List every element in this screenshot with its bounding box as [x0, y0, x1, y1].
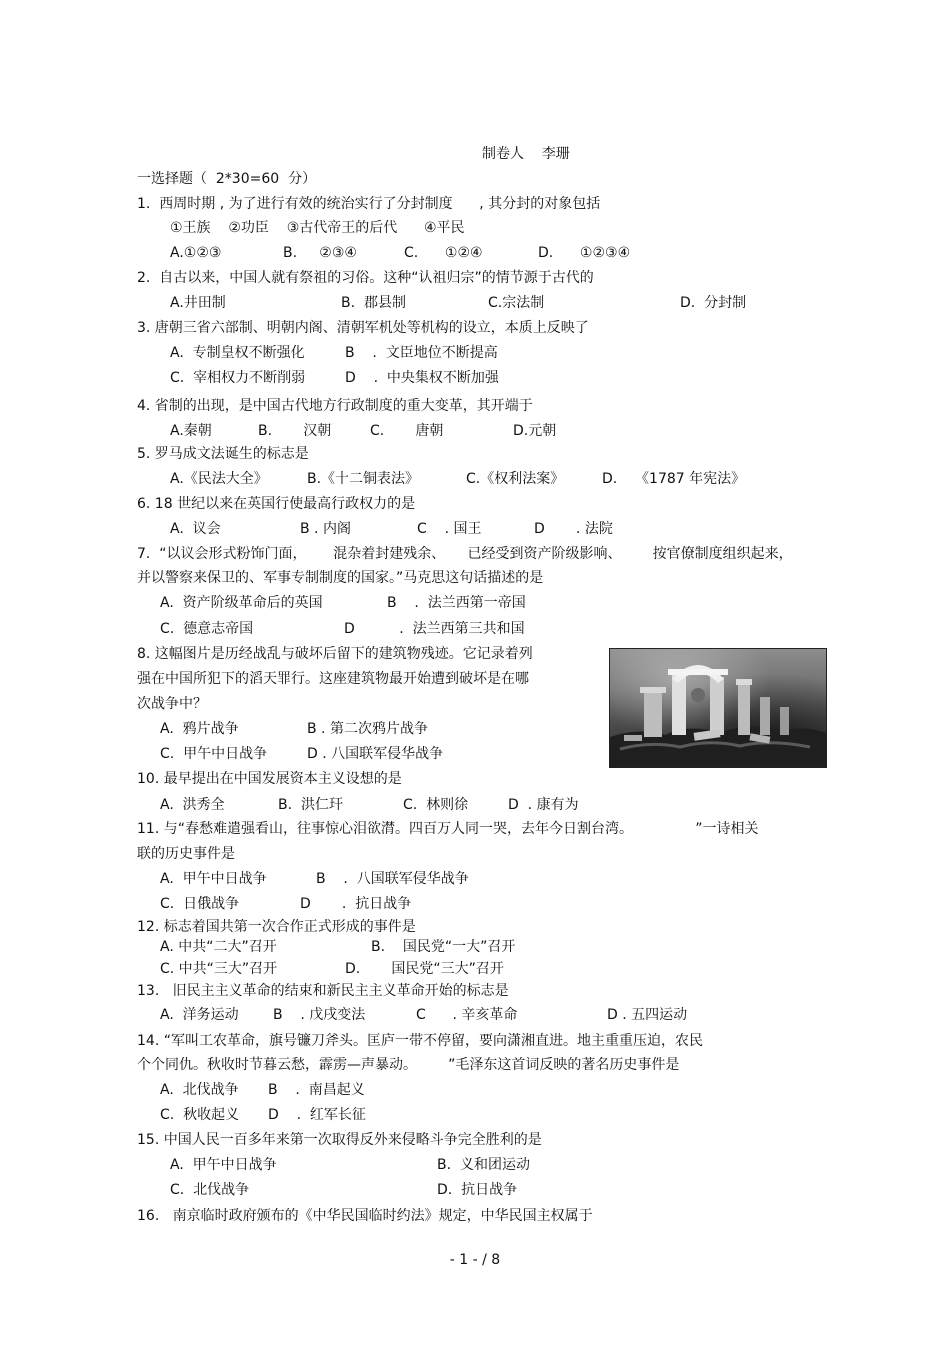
- question-15-option-d: D. 抗日战争: [437, 1182, 518, 1198]
- page-number: - 1 - / 8: [449, 1252, 501, 1268]
- question-13-option-a: A. 洋务运动: [160, 1007, 239, 1023]
- question-5-option-a: A.《民法大全》: [170, 471, 268, 487]
- question-13-stem: 13. 旧民主主义革命的结束和新民主主义革命开始的标志是: [137, 983, 509, 999]
- question-7-option-b: B . 法兰西第一帝国: [387, 595, 526, 611]
- question-14-option-a: A. 北伐战争: [160, 1082, 239, 1098]
- question-14-option-d: D . 红军长征: [268, 1107, 366, 1123]
- question-11-option-b: B . 八国联军侵华战争: [316, 871, 469, 887]
- question-12-option-d: D. 国民党“三大”召开: [345, 961, 504, 977]
- question-12-option-b: B. 国民党“一大”召开: [371, 939, 516, 955]
- question-1-option-b: B. ②③④: [283, 245, 357, 261]
- question-10-option-a: A. 洪秀全: [160, 797, 225, 813]
- question-8-option-d: D . 八国联军侵华战争: [307, 746, 444, 762]
- question-7-option-d: D . 法兰西第三共和国: [344, 621, 525, 637]
- question-4-option-a: A.秦朝: [170, 423, 212, 439]
- question-12-stem: 12. 标志着国共第一次合作正式形成的事件是: [137, 919, 416, 935]
- question-8-option-b: B . 第二次鸦片战争: [307, 721, 428, 737]
- question-6-option-a: A. 议会: [170, 521, 221, 537]
- question-11-option-c: C. 日俄战争: [160, 896, 240, 912]
- question-2-stem: 2. 自古以来，中国人就有祭祖的习俗。这种“认祖归宗”的情节源于古代的: [137, 270, 594, 286]
- question-13-option-b: B . 戊戌变法: [273, 1007, 366, 1023]
- question-15-stem: 15. 中国人民一百多年来第一次取得反外来侵略斗争完全胜利的是: [137, 1132, 542, 1148]
- question-7-line-2: 并以警察来保卫的、军事专制制度的国家。”马克思这句话描述的是: [137, 570, 544, 586]
- question-2-option-a: A.井田制: [170, 295, 226, 311]
- question-2-option-b: B. 郡县制: [341, 295, 406, 311]
- question-6-option-d: D . 法院: [534, 521, 613, 537]
- question-10-option-c: C. 林则徐: [403, 797, 469, 813]
- question-8-option-c: C. 甲午中日战争: [160, 746, 268, 762]
- question-6-option-b: B . 内阁: [300, 521, 351, 537]
- question-5-option-d: D. 《1787 年宪法》: [602, 471, 746, 487]
- question-3-option-c: C. 宰相权力不断削弱: [170, 370, 306, 386]
- question-7-option-c: C. 德意志帝国: [160, 621, 254, 637]
- question-4-option-d: D.元朝: [513, 423, 557, 439]
- question-5-option-c: C.《权利法案》: [466, 471, 565, 487]
- question-6-stem: 6. 18 世纪以来在英国行使最高行政权力的是: [137, 496, 416, 512]
- question-14-option-b: B . 南昌起义: [268, 1082, 365, 1098]
- question-4-option-b: B. 汉朝: [258, 423, 332, 439]
- question-5-stem: 5. 罗马成文法诞生的标志是: [137, 446, 309, 462]
- question-11-option-d: D . 抗日战争: [300, 896, 412, 912]
- question-6-option-c: C . 国王: [417, 521, 482, 537]
- question-1-option-c: C. ①②④: [404, 245, 483, 261]
- question-7-option-a: A. 资产阶级革命后的英国: [160, 595, 323, 611]
- question-11-option-a: A. 甲午中日战争: [160, 871, 267, 887]
- question-14-option-c: C. 秋收起义: [160, 1107, 240, 1123]
- question-2-option-d: D. 分封制: [680, 295, 747, 311]
- question-15-option-b: B. 义和团运动: [437, 1157, 530, 1173]
- question-15-option-a: A. 甲午中日战争: [170, 1157, 277, 1173]
- question-1-stem: 1. 西周时期 , 为了进行有效的统治实行了分封制度 , 其分封的对象包括: [137, 196, 601, 212]
- question-10-stem: 10. 最早提出在中国发展资本主义设想的是: [137, 771, 402, 787]
- question-12-option-a: A. 中共“二大”召开: [160, 939, 277, 955]
- question-12-option-c: C. 中共“三大”召开: [160, 961, 278, 977]
- question-13-option-c: C . 辛亥革命: [416, 1007, 518, 1023]
- question-10-option-d: D . 康有为: [508, 797, 579, 813]
- question-14-line-2: 个个同仇。秋收时节暮云愁，霹雳—声暴动。 ”毛泽东这首词反映的著名历史事件是: [137, 1057, 680, 1073]
- question-1-option-a: A.①②③: [170, 245, 222, 261]
- question-1-option-d: D. ①②③④: [538, 245, 631, 261]
- question-3-option-b: B . 文臣地位不断提高: [345, 345, 498, 361]
- section-title: 一选择题（ 2*30=60 分）: [137, 171, 317, 187]
- question-2-option-c: C.宗法制: [488, 295, 545, 311]
- question-8-line-3: 次战争中？: [137, 696, 207, 712]
- question-5-option-b: B.《十二铜表法》: [307, 471, 420, 487]
- question-10-option-b: B. 洪仁玕: [278, 797, 343, 813]
- question-11-line-1: 11. 与“春愁难遣强看山，往事惊心泪欲潸。四百万人同一哭，去年今日割台湾。 ”一诗相关: [137, 821, 759, 837]
- question-13-option-d: D . 五四运动: [607, 1007, 688, 1023]
- question-8-line-2: 强在中国所犯下的滔天罪行。这座建筑物最开始遭到破坏是在哪: [137, 671, 529, 687]
- question-11-line-2: 联的历史事件是: [137, 846, 235, 862]
- question-3-option-a: A. 专制皇权不断强化: [170, 345, 305, 361]
- ruins-illustration: [610, 649, 826, 767]
- question-4-stem: 4. 省制的出现，是中国古代地方行政制度的重大变革，其开端于: [137, 398, 533, 414]
- question-3-option-d: D . 中央集权不断加强: [345, 370, 499, 386]
- author-line: 制卷人 李珊: [482, 146, 570, 162]
- question-8-line-1: 8. 这幅图片是历经战乱与破坏后留下的建筑物残迹。它记录着列: [137, 646, 533, 662]
- question-4-option-c: C. 唐朝: [370, 423, 444, 439]
- question-1-items: ①王族 ②功臣 ③古代帝王的后代 ④平民: [170, 220, 465, 236]
- question-14-line-1: 14. “军叫工农革命，旗号镰刀斧头。匡庐一带不停留，要向潇湘直进。地主重重压迫，农民: [137, 1033, 703, 1049]
- question-3-stem: 3. 唐朝三省六部制、明朝内阁、清朝军机处等机构的设立，本质上反映了: [137, 320, 589, 336]
- question-8-option-a: A. 鸦片战争: [160, 721, 239, 737]
- question-15-option-c: C. 北伐战争: [170, 1182, 250, 1198]
- ruins-photo: [609, 648, 827, 768]
- question-16-stem: 16. 南京临时政府颁布的《中华民国临时约法》规定，中华民国主权属于: [137, 1208, 593, 1224]
- question-7-line-1: 7. “以议会形式粉饰门面， 混杂着封建残余、 已经受到资产阶级影响、 按官僚制度组织起来，: [137, 546, 793, 562]
